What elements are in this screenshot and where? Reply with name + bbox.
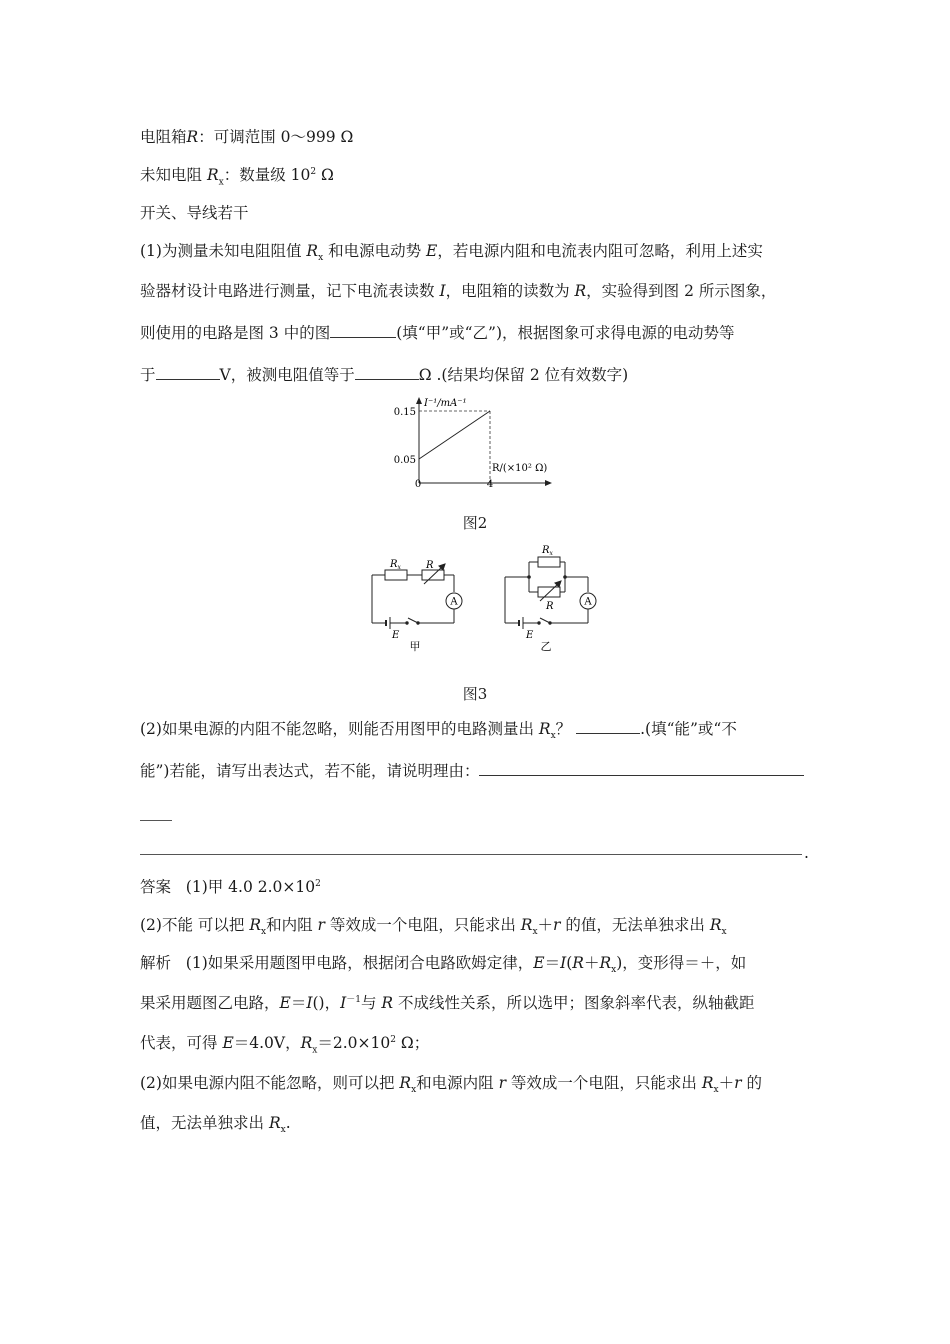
e-label-yi: E — [526, 630, 534, 641]
q2-end-period: . — [804, 844, 809, 862]
item-switch-wires: 开关、导线若干 — [140, 204, 249, 222]
answer-blank-reason-3[interactable] — [140, 854, 802, 855]
item-resistance-box: 电阻箱R：可调范围 0～999 Ω — [140, 128, 354, 146]
answer-blank-emf[interactable] — [156, 378, 220, 380]
q1-line3: 则使用的电路是图 3 中的图 (填“甲”或“乙”)，根据图象可求得电源的电动势等 — [140, 324, 735, 342]
answer-line2: (2)不能 可以把 $R_x$和内阻 r 等效成一个电阻，只能求出 $R_x+r$ 的值，无法单独求出 $R_x$ — [140, 916, 727, 938]
answer-blank-can[interactable] — [576, 732, 640, 734]
answer-blank-resistance[interactable] — [355, 378, 419, 380]
ammeter-label-jia: A — [450, 596, 458, 608]
rx-resistor — [538, 557, 560, 567]
y-tick-label: 0.15 — [393, 407, 416, 418]
q2-line2: 能”)若能，请写出表达式，若不能，请说明理由： — [140, 764, 804, 780]
figure-3-circuits — [360, 540, 610, 658]
x-axis-arrow — [545, 480, 552, 486]
analysis-line2: 果采用题图乙电路，E＝I()，$I^{-1}$与 R 不成线性关系，所以选甲；图象斜率代表，纵轴截距 — [140, 994, 755, 1013]
analysis-line5: 值，无法单独求出 $R_x$. — [140, 1114, 291, 1136]
figure-2-graph — [360, 395, 570, 490]
rx-resistor — [385, 570, 407, 580]
figure-2-caption: 图2 — [462, 514, 488, 532]
e-label-jia: E — [392, 630, 400, 641]
x-axis-label: R/(×10² Ω) — [492, 463, 548, 474]
x-tick-label: 4 — [486, 479, 494, 490]
rx-label-jia: $R_x$ — [390, 559, 401, 571]
r-label-yi: R — [546, 601, 554, 612]
answer-blank-circuit[interactable] — [330, 336, 396, 338]
answer-line1: 答案 (1)甲 4.0 $2.0\times 10^2$ — [140, 878, 321, 897]
q2-line1: (2)如果电源的内阻不能忽略，则能否用图甲的电路测量出 $R_x$？ .(填“能”或“不 — [140, 720, 737, 742]
analysis-line4: (2)如果电源内阻不能忽略，则可以把 $R_x$和电源内阻 r 等效成一个电阻，只能求出 $R_x+r$ 的 — [140, 1074, 762, 1096]
y-tick-label: 0.05 — [393, 455, 416, 466]
junction-dot — [527, 575, 531, 579]
rx-label-yi: $R_x$ — [542, 545, 553, 557]
q1-line1: (1)为测量未知电阻阻值 $R_x$ 和电源电动势 E，若电源内阻和电流表内阻可忽略，利用上述实 — [140, 242, 763, 264]
figure-3-caption: 图3 — [462, 685, 488, 703]
answer-blank-reason-1[interactable] — [479, 774, 804, 776]
origin-label: 0 — [414, 479, 422, 490]
item-unknown-resistor: 未知电阻 $R_x$：数量级 $10^2$ Ω — [140, 166, 334, 188]
answer-blank-reason-2[interactable] — [140, 820, 172, 821]
q1-line2: 验器材设计电路进行测量，记下电流表读数 I，电阻箱的读数为 R，实验得到图 2 所示图象， — [140, 282, 777, 300]
series-line — [419, 411, 490, 459]
r-label-jia: R — [426, 560, 434, 571]
y-axis-label: I⁻¹/mA⁻¹ — [424, 398, 467, 409]
y-axis-arrow — [416, 397, 422, 404]
circuit-yi — [505, 557, 596, 629]
label-jia: 甲 — [409, 640, 421, 653]
q1-line4: 于 V，被测电阻值等于 Ω .(结果均保留 2 位有效数字) — [140, 366, 629, 384]
ammeter-label-yi: A — [584, 596, 592, 608]
label-yi: 乙 — [540, 640, 552, 653]
analysis-line1: 解析 (1)如果采用题图甲电路，根据闭合电路欧姆定律，$E=I(R+R_x)$，变形得＝＋，如 — [140, 954, 747, 976]
junction-dot — [563, 575, 567, 579]
analysis-line3: 代表，可得 E＝4.0V，$R_x=2.0\times 10^2$ Ω； — [140, 1034, 430, 1056]
circuit-jia — [372, 564, 462, 629]
